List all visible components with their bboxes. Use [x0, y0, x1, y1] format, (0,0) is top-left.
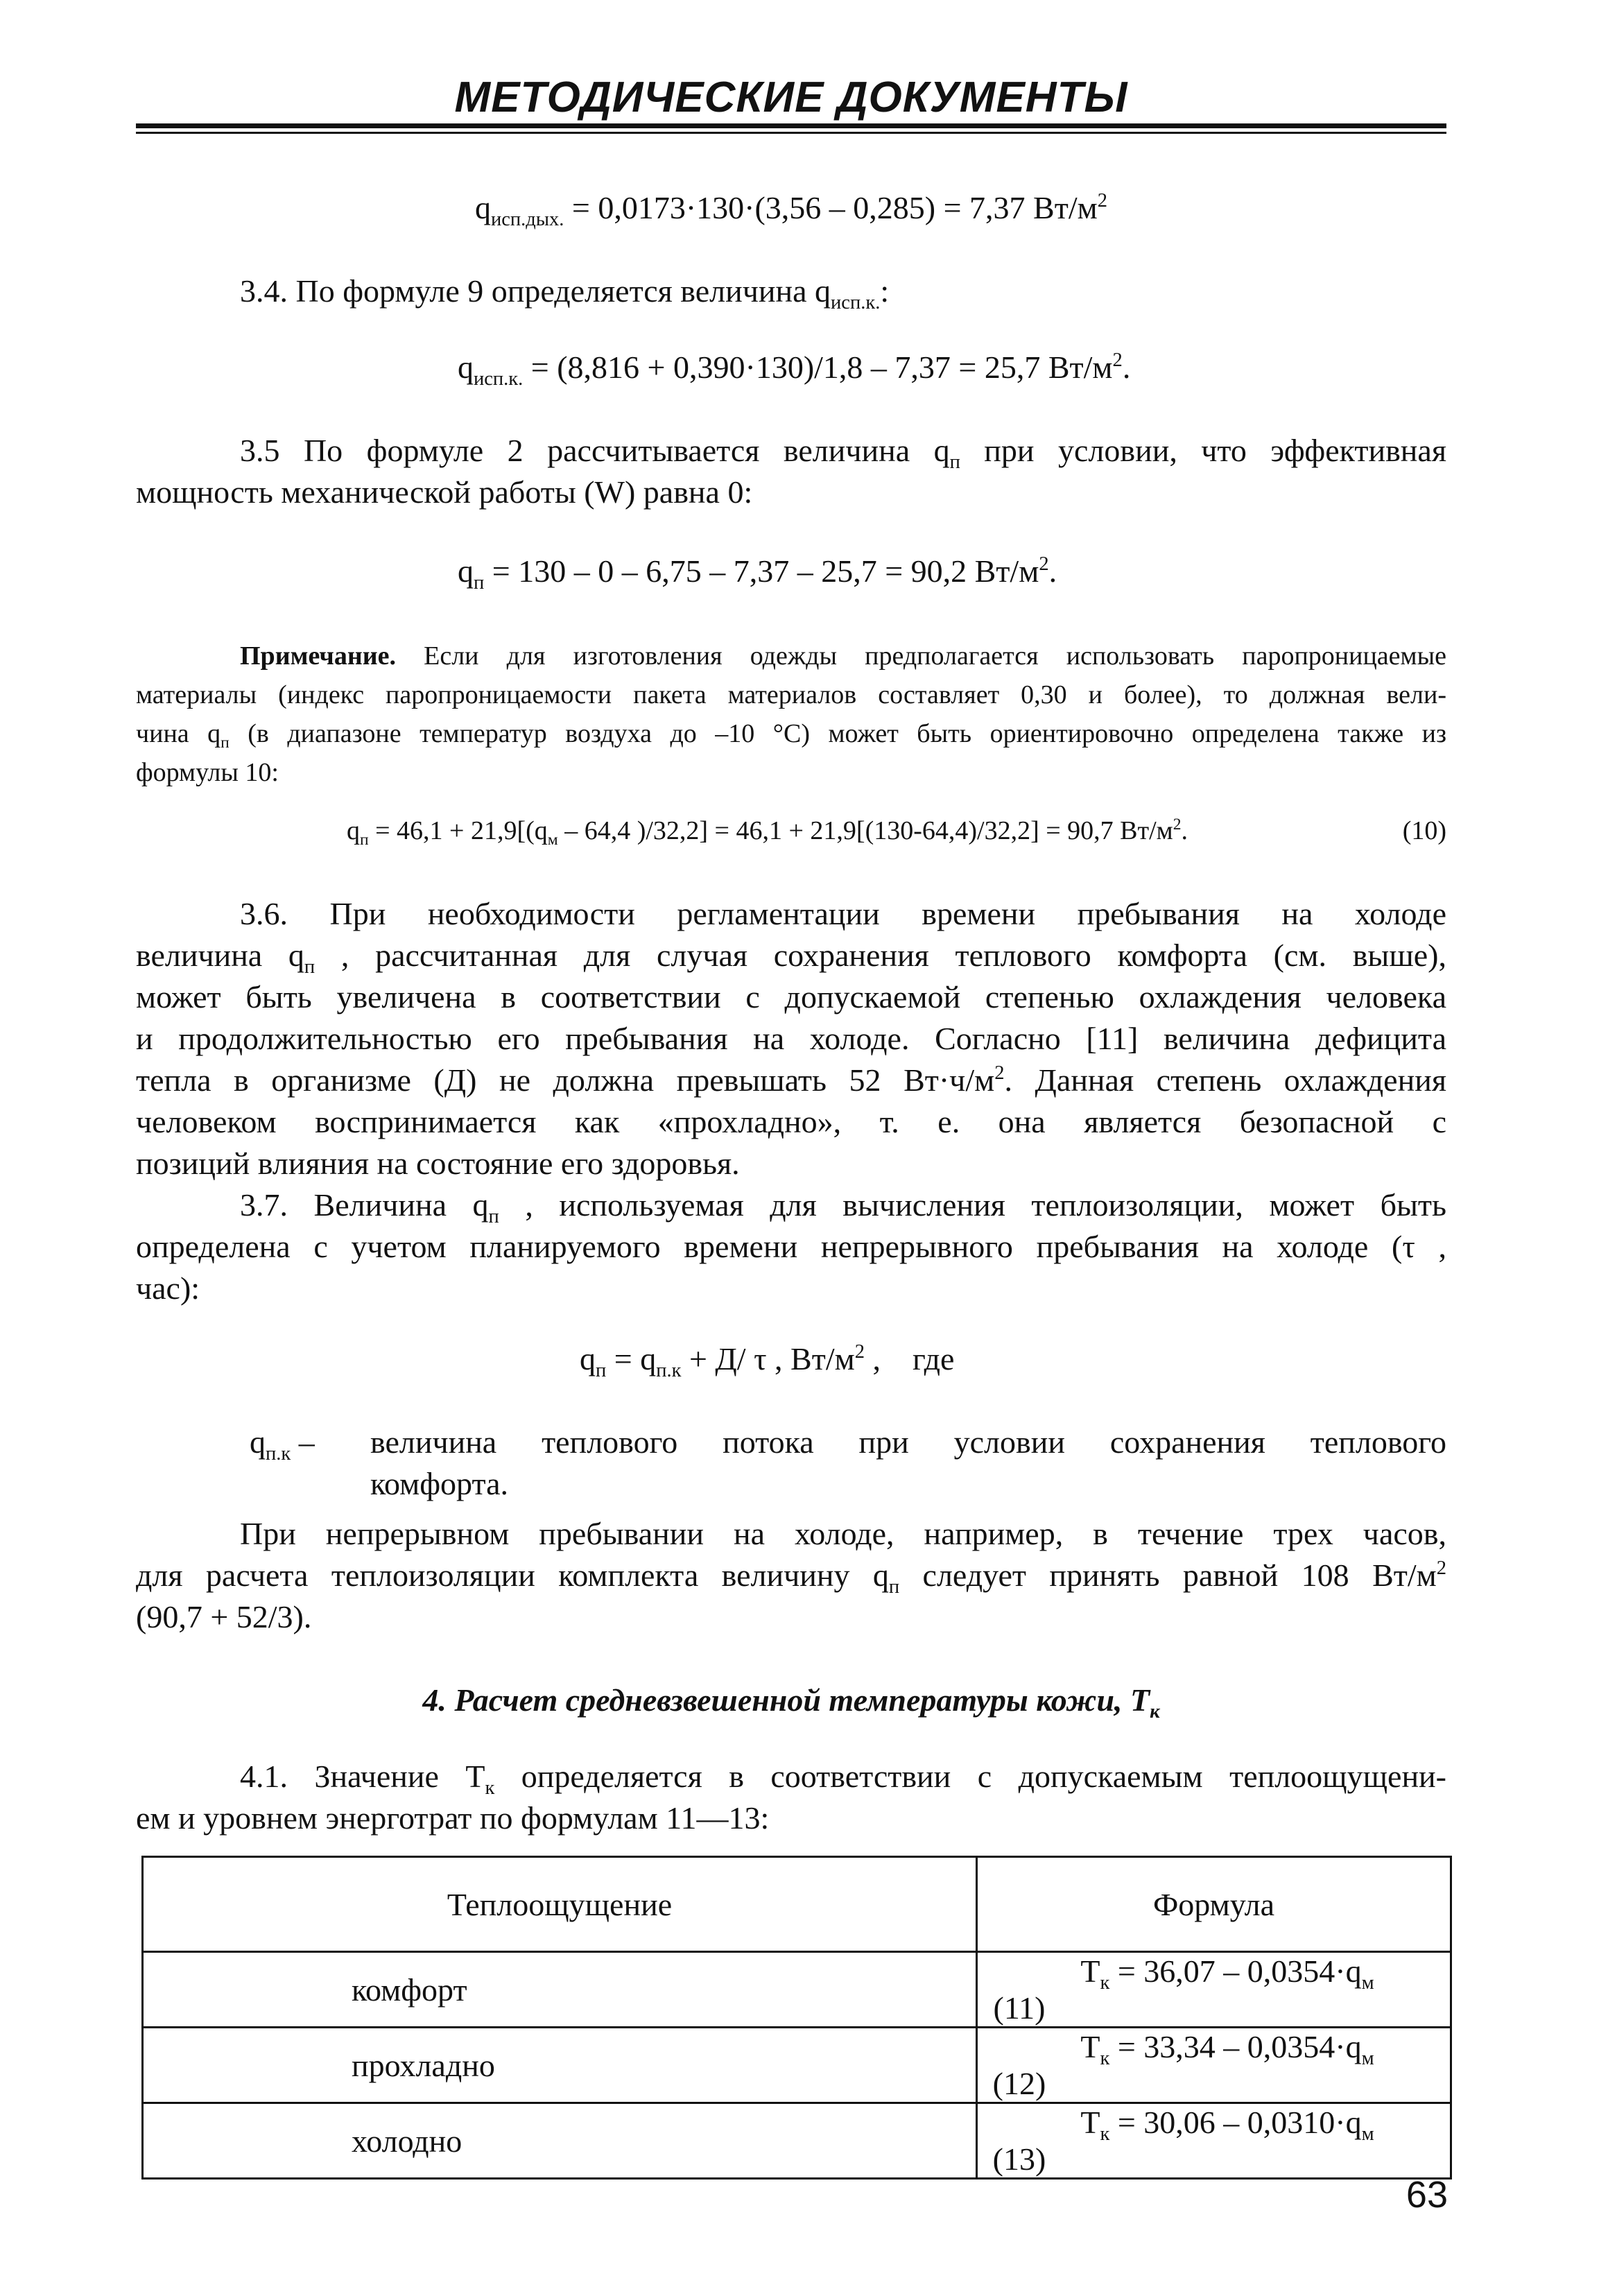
paragraph-4-1: 4.1. Значение $T_к$ определяется в соответствии с допускаемым теплоощущени- ем и уровнем энерготрат по формулам 11—13: — [136, 1759, 1446, 1836]
equation-q-p-time: $q_п = q_{п.к} + Д/$ τ , $Вт/м^2$ , где — [580, 1340, 955, 1381]
paragraph-3-4: 3.4. По формуле 9 определяется величина $q_{исп.к.}$: — [240, 273, 890, 313]
equation-q-resp: $q_{исп.дых.} = 0,0173\cdot 130\cdot(3,56 - 0,285) = 7,37$ $Вт/м^2$ — [475, 189, 1107, 230]
skin-temperature-formula-table — [141, 1856, 1452, 2180]
page-number: 63 — [1406, 2174, 1448, 2216]
header-rule-thick — [136, 123, 1446, 128]
table-row — [143, 1952, 1451, 2028]
table-header-formula: Формула — [977, 1857, 1451, 1952]
equation-q-p: $q_п = 130 - 0 - 6,75 - 7,37 - 25,7 = 90,2$ $Вт/м^2$. — [458, 553, 1057, 594]
table-cell-formula: $T_к = 30,06 - 0,0310\cdot q_м(13)$ — [977, 2103, 1451, 2179]
table-row — [143, 2028, 1451, 2103]
table-cell-sensation: комфорт — [143, 1952, 977, 2028]
note-block: Примечание. Если для изготовления одежды предполагается использовать паропроницаемые материалы (индекс паропроницаемости пакета материалов составляет 0,30 и более), то должная вели- чина $q_п$ (в диапазоне температур воздуха до –10 °С) может быть ориентировочно определена также из формулы 10: — [136, 641, 1447, 787]
paragraph-3-6: 3.6. При необходимости регламентации времени пребывания на холоде величина $q_п$ , рассчитанная для случая сохранения теплового комфорта (см. выше), может быть увеличена в соответствии с допускаемой степенью охлаждения человека и продолжительностью его пребывания на холоде. Согласно [11] величина дефицита тепла в организме (Д) не должна превышать 52 $Вт\cdot ч/м^2$. Данная степень охлаждения человеком воспринимается как «прохладно», т. е. она является безопасной с позиций влияния на состояние его здоровья. — [136, 896, 1446, 1181]
table-cell-sensation: прохладно — [143, 2028, 977, 2103]
table-header-sensation: Теплоощущение — [143, 1857, 977, 1952]
paragraph-3-7: 3.7. Величина $q_п$ , используемая для вычисления теплоизоляции, может быть определена с учетом планируемого времени непрерывного пребывания на холоде (τ , час): — [136, 1187, 1446, 1306]
running-header — [136, 69, 1446, 132]
equation-10: $q_п = 46,1 + 21,9[(q_м - 64,4$ )/32,2] = 46,1 + 21,9[(130-64,4)/32,2] = 90,7 $Вт/м^2$. (10) — [347, 811, 1446, 850]
header-title: МЕТОДИЧЕСКИЕ ДОКУМЕНТЫ — [454, 74, 1128, 121]
definition-text: величина теплового потока при условии сохранения теплового комфорта. — [370, 1424, 1446, 1501]
table-cell-formula: $T_к = 36,07 - 0,0354\cdot q_м(11)$ — [977, 1952, 1451, 2028]
paragraph-3-5: 3.5 По формуле 2 рассчитывается величина $q_п$ при условии, что эффективная мощность механической работы (W) равна 0: — [136, 433, 1446, 510]
section-4-title: 4. Расчет средневзвешенной температуры кожи, $T_к$ — [422, 1682, 1160, 1723]
equation-number-10: (10) — [1402, 816, 1446, 845]
table-header-row — [143, 1857, 1451, 1952]
table-cell-sensation: холодно — [143, 2103, 977, 2179]
table-row — [143, 2103, 1451, 2179]
definition-term: $q_{п.к}$ – — [250, 1424, 315, 1465]
note-label: Примечание. — [240, 641, 396, 671]
header-rule-thin — [136, 132, 1446, 134]
paragraph-continuous-stay: При непрерывном пребывании на холоде, например, в течение трех часов, для расчета теплоизоляции комплекта величину $q_п$ следует принять равной 108 $Вт/м^2$ (90,7 + 52/3). — [136, 1516, 1447, 1634]
table-cell-formula: $T_к = 33,34 - 0,0354\cdot q_м(12)$ — [977, 2028, 1451, 2103]
equation-q-sweat: $q_{исп.к.} = (8,816 + 0,390\cdot 130)/1,8 - 7,37 = 25,7$ $Вт/м^2$. — [458, 349, 1131, 390]
